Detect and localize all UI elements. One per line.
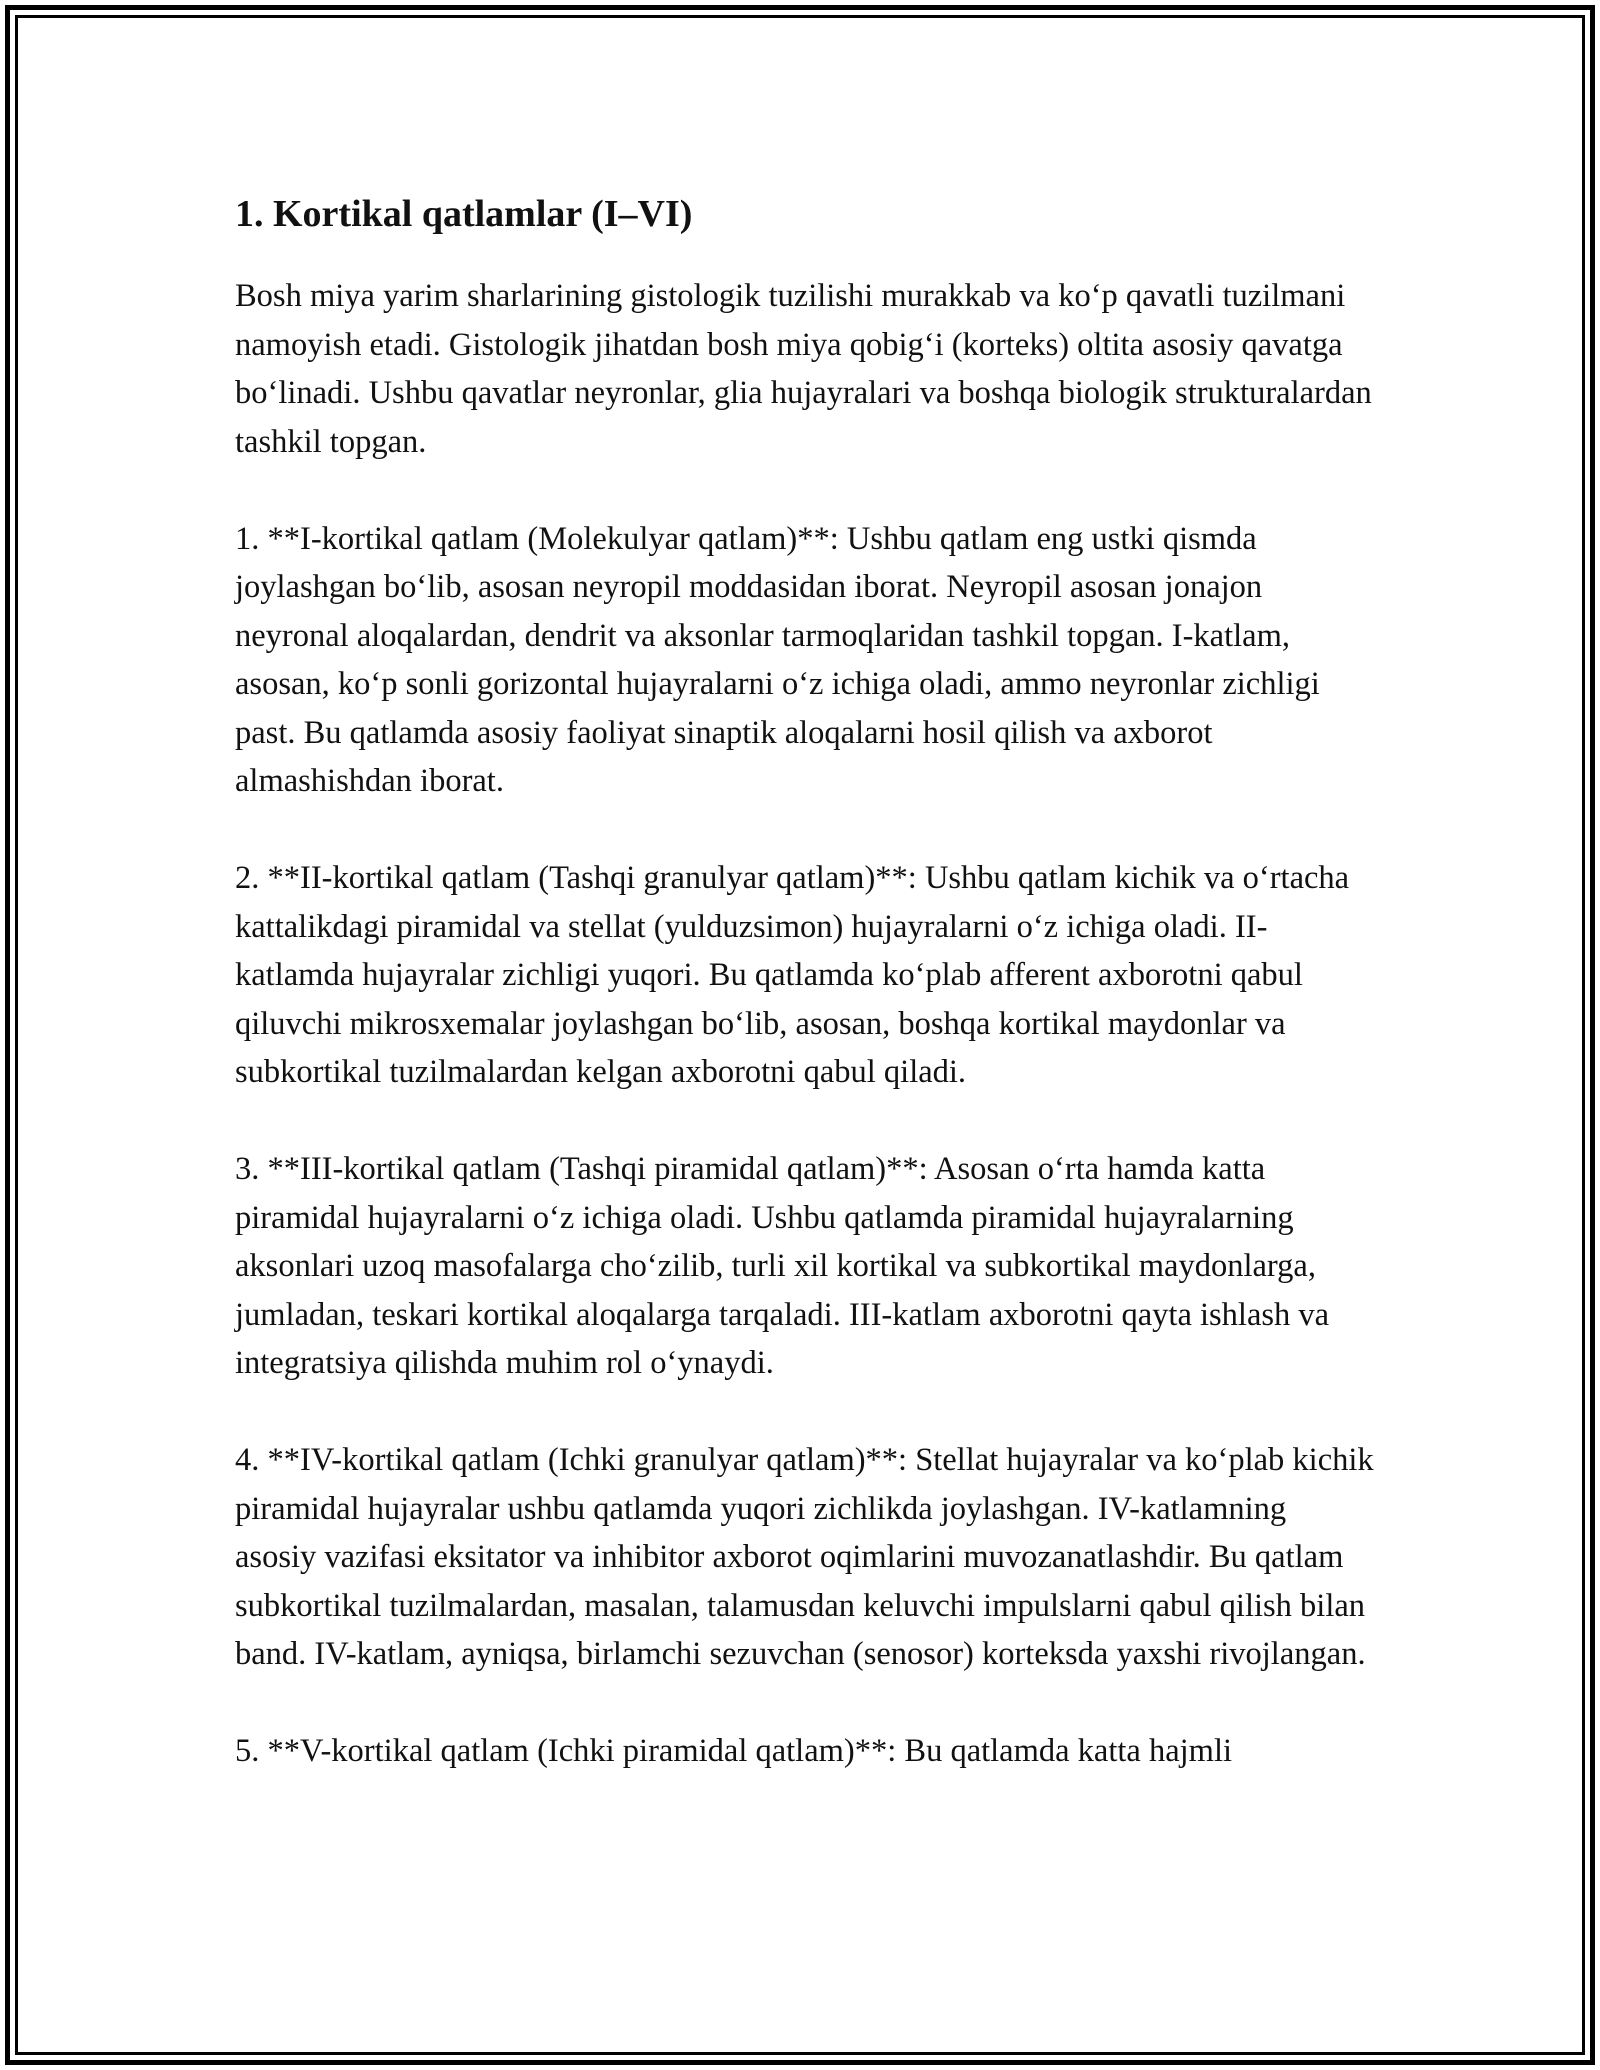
intro-paragraph: Bosh miya yarim sharlarining gistologik tuzilishi murakkab va ko‘p qavatli tuzilmani namoyish etadi. Gistologik jihatdan bosh miya qobig‘i (korteks) oltita asosiy qavatga bo‘linadi. Ushbu qavatlar neyronlar, glia hujayralari va boshqa biologik strukturalardan tashkil topgan. [235,278,1372,460]
layer-5-paragraph: 5. **V-kortikal qatlam (Ichki piramidal qatlam)**: Bu qatlamda katta hajmli [235,1733,1233,1769]
layer-3-paragraph: 3. **III-kortikal qatlam (Tashqi piramidal qatlam)**: Asosan o‘rta hamda katta piramidal hujayralarni o‘z ichiga oladi. Ushbu qatlamda piramidal hujayralarning aksonlari uzoq masofalarga cho‘zilib, turli xil kortikal va subkortikal maydonlarga, jumladan, teskari kortikal aloqalarga tarqaladi. III-katlam axborotni qayta ishlash va integratsiya qilishda muhim rol o‘ynaydi. [235,1151,1330,1381]
layer-4-paragraph: 4. **IV-kortikal qatlam (Ichki granulyar qatlam)**: Stellat hujayralar va ko‘plab kichik piramidal hujayralar ushbu qatlamda yuqori zichlikda joylashgan. IV-katlamning asosiy vazifasi eksitator va inhibitor axborot oqimlarini muvozanatlashdir. Bu qatlam subkortikal tuzilmalardan, masalan, talamusdan keluvchi impulslarni qabul qilish bilan band. IV-katlam, ayniqsa, birlamchi sezuvchan (senosor) korteksda yaxshi rivojlangan. [235,1442,1374,1672]
layer-1-paragraph: 1. **I-kortikal qatlam (Molekulyar qatlam)**: Ushbu qatlam eng ustki qismda joylashgan bo‘lib, asosan neyropil moddasidan iborat. Neyropil asosan jonajon neyronal aloqalardan, dendrit va aksonlar tarmoqlaridan tashkil topgan. I-katlam, asosan, ko‘p sonli gorizontal hujayralarni o‘z ichiga oladi, ammo neyronlar zichligi past. Bu qatlamda asosiy faoliyat sinaptik aloqalarni hosil qilish va axborot almashishdan iborat. [235,520,1320,799]
section-heading: 1. Kortikal qatlamlar (I–VI) [235,193,693,235]
document-body [235,180,1375,1824]
layer-2-paragraph: 2. **II-kortikal qatlam (Tashqi granulyar qatlam)**: Ushbu qatlam kichik va o‘rtacha kattalikdagi piramidal va stellat (yulduzsimon) hujayralarni o‘z ichiga oladi. II-katlamda hujayralar zichligi yuqori. Bu qatlamda ko‘plab afferent axborotni qabul qiluvchi mikrosxemalar joylashgan bo‘lib, asosan, boshqa kortikal maydonlar va subkortikal tuzilmalardan kelgan axborotni qabul qiladi. [235,860,1350,1090]
